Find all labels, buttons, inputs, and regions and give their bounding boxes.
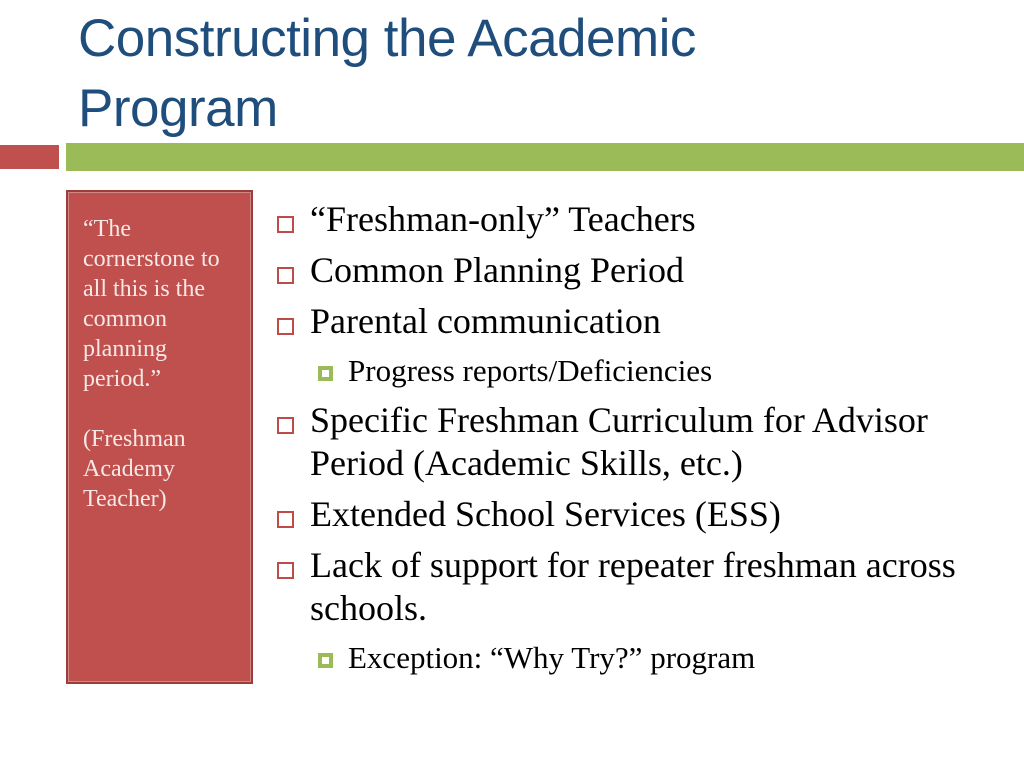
quote-text: “The cornerstone to all this is the common planning period.”: [83, 216, 220, 392]
bullet-text: Specific Freshman Curriculum for Advisor Period (Academic Skills, etc.): [310, 400, 928, 483]
hollow-square-bullet-icon: [277, 267, 294, 284]
bullet-item: [277, 351, 962, 390]
bullet-text: Extended School Services (ESS): [310, 494, 781, 534]
hollow-square-bullet-icon: [277, 318, 294, 335]
bullet-item: [277, 300, 962, 343]
bullet-text: Lack of support for repeater freshman across schools.: [310, 545, 956, 628]
bullet-item: [277, 544, 962, 630]
red-accent-bar: [0, 145, 59, 169]
bullet-text: Common Planning Period: [310, 250, 685, 290]
bullet-text: Exception: “Why Try?” program: [348, 640, 756, 675]
slide-title: Constructing the Academic Program: [78, 9, 696, 138]
green-accent-bar: [66, 143, 1024, 171]
bullet-text: Parental communication: [310, 301, 661, 341]
green-square-bullet-icon: [318, 653, 333, 668]
hollow-square-bullet-icon: [277, 417, 294, 434]
bullet-item: [277, 198, 962, 241]
bullet-text: “Freshman-only” Teachers: [310, 199, 696, 239]
green-square-bullet-icon: [318, 366, 333, 381]
quote-box: [66, 190, 253, 684]
bullet-item: [277, 493, 962, 536]
bullet-item: [277, 249, 962, 292]
bullet-text: Progress reports/Deficiencies: [348, 353, 713, 388]
hollow-square-bullet-icon: [277, 216, 294, 233]
bullet-list: [277, 198, 962, 686]
bullet-item: [277, 638, 962, 677]
quote-attribution: (Freshman Academy Teacher): [83, 426, 186, 512]
bullet-item: [277, 399, 962, 485]
hollow-square-bullet-icon: [277, 511, 294, 528]
hollow-square-bullet-icon: [277, 562, 294, 579]
